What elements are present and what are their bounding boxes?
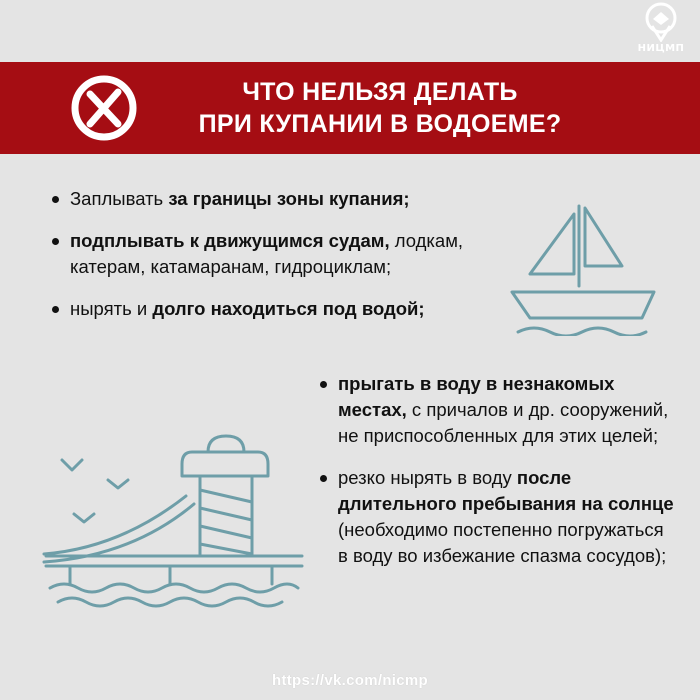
sailboat-icon [504, 196, 664, 336]
rules-list-bottom [316, 371, 676, 585]
list-item: Заплывать за границы зоны купания; [48, 186, 478, 212]
page-title [160, 76, 600, 140]
rules-list-top [48, 186, 478, 338]
list-item: резко нырять в воду после длительного пребывания на солнце (необходимо постепенно погружаться в воду во избежание спазма сосудов); [316, 465, 676, 569]
title-line-1: ЧТО НЕЛЬЗЯ ДЕЛАТЬ [242, 78, 518, 106]
pier-icon [40, 430, 310, 610]
header-banner [0, 62, 700, 154]
list-item: подплывать к движущимся судам, лодкам, катерам, катамаранам, гидроциклам; [48, 228, 478, 280]
cross-circle-icon [70, 74, 138, 142]
footer-link[interactable]: https://vk.com/nicmp [271, 672, 429, 689]
logo [630, 2, 692, 62]
list-item: прыгать в воду в незнакомых местах, с причалов и др. сооружений, не приспособленных для этих целей; [316, 371, 676, 449]
logo-pin-icon [644, 2, 678, 42]
list-item: нырять и долго находиться под водой; [48, 296, 478, 322]
title-line-2: ПРИ КУПАНИИ В ВОДОЕМЕ? [198, 110, 562, 138]
logo-text: НИЦМП [637, 43, 685, 54]
